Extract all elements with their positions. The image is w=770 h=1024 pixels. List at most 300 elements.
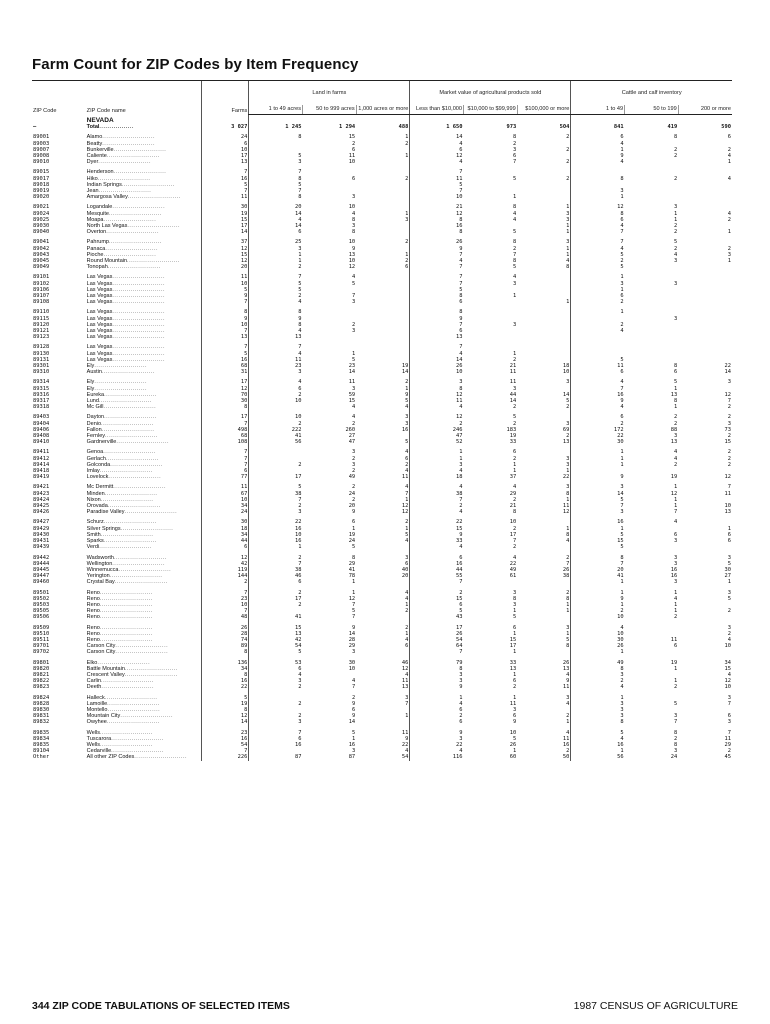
value-cell: 2 bbox=[674, 146, 678, 153]
value-cell: 8 bbox=[571, 211, 625, 217]
zip-code-cell: 89414 bbox=[33, 461, 50, 468]
value-cell: 2 bbox=[410, 713, 464, 719]
value-cell: 4 bbox=[727, 175, 731, 182]
subheader: $100,000 or more bbox=[517, 105, 571, 115]
state-name: NEVADA bbox=[86, 116, 114, 124]
value-cell: 5 bbox=[249, 153, 303, 159]
value-cell: 15 bbox=[724, 439, 731, 446]
value-cell: 7 bbox=[410, 649, 464, 655]
value-cell: 4 bbox=[571, 246, 625, 252]
value-cell: 23 bbox=[348, 363, 356, 370]
value-cell: 3 bbox=[410, 462, 464, 468]
value-cell: 1 bbox=[727, 579, 731, 586]
value-cell: 2 bbox=[566, 175, 570, 182]
value-cell: 119 bbox=[202, 567, 249, 573]
value-cell: 4 bbox=[512, 554, 517, 561]
value-cell: 12 bbox=[410, 392, 464, 398]
value-cell: 7 bbox=[512, 538, 517, 545]
value-cell: 22 bbox=[509, 560, 517, 567]
zip-code-cell: 89501 bbox=[33, 589, 50, 596]
value-cell: 7 bbox=[405, 700, 409, 707]
value-cell: 49 bbox=[571, 660, 625, 666]
value-cell: 15 bbox=[410, 596, 464, 602]
value-cell: 17 bbox=[202, 153, 249, 159]
zip-code-cell: 89042 bbox=[33, 245, 50, 252]
value-cell: 8 bbox=[566, 595, 570, 602]
value-cell: 8 bbox=[249, 194, 303, 200]
value-cell: 1 bbox=[566, 468, 570, 475]
zip-code-cell: 89024 bbox=[33, 210, 50, 217]
value-cell: 88 bbox=[670, 426, 678, 433]
zip-name-cell: Pioche.......................... bbox=[86, 251, 157, 258]
value-cell: 5 bbox=[571, 252, 625, 258]
value-cell: 4 bbox=[249, 351, 303, 357]
value-cell: 13 bbox=[249, 631, 303, 637]
value-cell: 8 bbox=[512, 204, 517, 211]
value-cell: 55 bbox=[410, 573, 464, 579]
value-cell: 4 bbox=[410, 509, 464, 515]
value-cell: 1 bbox=[571, 287, 625, 293]
value-cell: 5 bbox=[351, 608, 356, 615]
zip-name-cell: Las Vegas.......................... bbox=[86, 292, 166, 299]
value-cell: 1 bbox=[727, 159, 731, 166]
value-cell: 16 bbox=[202, 736, 249, 742]
value-cell: 3 bbox=[351, 449, 356, 456]
value-cell: 16 bbox=[249, 538, 303, 544]
value-cell: 5 bbox=[727, 560, 731, 567]
value-cell: 3 bbox=[571, 188, 625, 194]
value-cell: 5 bbox=[249, 182, 303, 188]
value-cell: 16 bbox=[249, 742, 303, 748]
value-cell: 13 bbox=[202, 334, 249, 340]
value-cell: 2 bbox=[727, 146, 731, 153]
value-cell: 12 bbox=[202, 258, 249, 264]
value-cell: 2 bbox=[727, 630, 731, 637]
value-cell: 12 bbox=[571, 204, 625, 210]
value-cell: 26 bbox=[571, 643, 625, 649]
value-cell: 1 bbox=[410, 456, 464, 462]
value-cell: 53 bbox=[249, 660, 303, 666]
value-cell: 6 bbox=[202, 544, 249, 550]
value-cell: 26 bbox=[410, 631, 464, 637]
value-cell: 5 bbox=[410, 608, 464, 614]
value-cell: 2 bbox=[674, 414, 678, 421]
value-cell: 5 bbox=[512, 735, 517, 742]
value-cell: 246 bbox=[410, 427, 464, 433]
zip-name-cell: Winnemucca.......................... bbox=[86, 566, 172, 573]
value-cell: 33 bbox=[509, 439, 517, 446]
value-cell: 2 bbox=[727, 748, 731, 755]
zip-code-cell: 89040 bbox=[33, 229, 50, 236]
value-cell: 2 bbox=[566, 134, 570, 141]
value-cell: 22 bbox=[202, 684, 249, 690]
value-cell: 12 bbox=[410, 211, 464, 217]
value-cell: 10 bbox=[562, 369, 570, 376]
value-cell: 33 bbox=[410, 538, 464, 544]
value-cell: 14 bbox=[571, 491, 625, 497]
value-cell: 10 bbox=[410, 194, 464, 200]
zip-name-cell: Ely.......................... bbox=[86, 379, 148, 386]
value-cell: 7 bbox=[351, 614, 356, 621]
zip-code-cell: 89106 bbox=[33, 286, 50, 293]
value-cell: 2 bbox=[512, 140, 517, 147]
value-cell: 5 bbox=[571, 497, 625, 503]
value-cell: 17 bbox=[509, 531, 517, 538]
value-cell: 3 bbox=[674, 204, 678, 211]
value-cell: 1 bbox=[674, 385, 678, 392]
value-cell: 3 bbox=[566, 379, 570, 386]
zip-code-cell: 89820 bbox=[33, 665, 50, 672]
value-cell: 3 bbox=[674, 560, 678, 567]
zip-name-cell: Elko.......................... bbox=[86, 659, 151, 666]
value-cell: 60 bbox=[509, 754, 517, 761]
value-cell: 1 bbox=[571, 194, 625, 200]
value-cell: 7 bbox=[202, 608, 249, 614]
zip-name-cell: Battle Mountain.......................... bbox=[86, 665, 178, 672]
value-cell: 15 bbox=[348, 398, 356, 405]
zip-name-cell: Owyhee.......................... bbox=[86, 719, 160, 726]
value-cell: 2 bbox=[410, 503, 464, 509]
value-cell: 33 bbox=[509, 659, 517, 666]
value-cell: 26 bbox=[562, 566, 570, 573]
value-cell: 2 bbox=[674, 175, 678, 182]
value-cell: 9 bbox=[351, 700, 356, 707]
value-cell: 2 bbox=[249, 590, 303, 596]
value-cell: 2 bbox=[571, 608, 625, 614]
value-cell: 2 bbox=[351, 420, 356, 427]
value-cell: 3 bbox=[727, 379, 731, 386]
value-cell: 9 bbox=[351, 713, 356, 720]
value-cell: 1 bbox=[405, 630, 409, 637]
zip-name-cell: Yerington.......................... bbox=[86, 573, 163, 580]
value-cell: 74 bbox=[202, 637, 249, 643]
zip-name-cell: Verdi.......................... bbox=[86, 544, 152, 551]
value-cell: 4 bbox=[512, 216, 517, 223]
value-cell: 11 bbox=[724, 735, 731, 742]
zip-name-cell: Orovada.......................... bbox=[86, 503, 161, 510]
value-cell: 29 bbox=[348, 643, 356, 650]
zip-name-cell: North Las Vegas.......................... bbox=[86, 222, 181, 229]
value-cell: 16 bbox=[571, 519, 625, 525]
value-cell: 4 bbox=[351, 678, 356, 685]
value-cell: 5 bbox=[566, 636, 570, 643]
value-cell: 3 bbox=[674, 538, 678, 545]
value-cell: 5 bbox=[351, 544, 356, 551]
value-cell: 5 bbox=[351, 729, 356, 736]
value-cell: 1 bbox=[405, 134, 409, 141]
value-cell: 7 bbox=[202, 462, 249, 468]
zip-code-cell: 89832 bbox=[33, 719, 50, 726]
value-cell: 3 bbox=[351, 461, 356, 468]
value-cell: 3 bbox=[249, 159, 303, 165]
value-cell: 9 bbox=[202, 316, 249, 322]
value-cell: 49 bbox=[509, 566, 517, 573]
value-cell: 4 bbox=[410, 351, 464, 357]
value-cell: 1 bbox=[249, 252, 303, 258]
zip-code-cell: 89041 bbox=[33, 239, 50, 246]
value-cell: 1 bbox=[727, 257, 731, 264]
value-cell: 15 bbox=[348, 134, 356, 141]
value-cell: 8 bbox=[512, 134, 517, 141]
value-cell: 2 bbox=[249, 555, 303, 561]
value-cell: 4 bbox=[410, 141, 464, 147]
value-cell: 6 bbox=[405, 264, 409, 271]
zip-code-cell: 89015 bbox=[33, 169, 50, 176]
value-cell: 5 bbox=[249, 281, 303, 287]
value-cell: 5 bbox=[566, 398, 570, 405]
value-cell: 4 bbox=[727, 152, 731, 159]
zip-code-cell: 89412 bbox=[33, 455, 50, 462]
value-cell: 8 bbox=[410, 386, 464, 392]
value-cell: 18 bbox=[562, 363, 570, 370]
value-cell: 26 bbox=[410, 239, 464, 245]
farm-count-table-wrap bbox=[32, 80, 732, 761]
zip-code-cell: 89404 bbox=[33, 420, 50, 427]
value-cell: 1 bbox=[674, 404, 678, 411]
zip-name-cell: Ely.......................... bbox=[86, 363, 148, 370]
zip-name-cell: Fallon.......................... bbox=[86, 426, 155, 433]
value-cell: 6 bbox=[405, 643, 409, 650]
value-cell: 3 bbox=[410, 672, 464, 678]
value-cell: 4 bbox=[512, 484, 517, 491]
value-cell: 3 bbox=[566, 455, 570, 462]
value-cell: 69 bbox=[562, 426, 570, 433]
value-cell: 37 bbox=[202, 239, 249, 245]
value-cell: 10 bbox=[348, 257, 356, 264]
total-cell: 419 bbox=[667, 124, 678, 131]
value-cell: 6 bbox=[249, 666, 303, 672]
zip-name-cell: Reno.......................... bbox=[86, 589, 153, 596]
value-cell: 12 bbox=[724, 391, 731, 398]
zip-name-cell: Tuscarora.......................... bbox=[86, 735, 164, 742]
value-cell: 10 bbox=[509, 519, 517, 526]
value-cell: 4 bbox=[727, 210, 731, 217]
subheader: $10,000 to $99,999 bbox=[464, 105, 518, 115]
value-cell: 4 bbox=[674, 595, 678, 602]
value-cell: 172 bbox=[571, 427, 625, 433]
value-cell: 108 bbox=[202, 439, 249, 445]
value-cell: 2 bbox=[727, 608, 731, 615]
value-cell: 1 bbox=[351, 735, 356, 742]
value-cell: 10 bbox=[724, 643, 731, 650]
total-cell: 1 294 bbox=[338, 124, 356, 131]
zip-name-cell: Indian Springs.......................... bbox=[86, 181, 175, 188]
value-cell: 15 bbox=[571, 538, 625, 544]
zip-name-cell: Wadsworth.......................... bbox=[86, 554, 167, 561]
zip-code-cell: 89316 bbox=[33, 391, 50, 398]
zip-name-cell: Reno.......................... bbox=[86, 630, 153, 637]
value-cell: 2 bbox=[512, 496, 517, 503]
value-cell: 7 bbox=[410, 169, 464, 175]
zip-name-cell: Mc Gill.......................... bbox=[86, 404, 157, 411]
value-cell: 2 bbox=[674, 461, 678, 468]
value-cell: 22 bbox=[562, 474, 570, 481]
value-cell: 3 bbox=[410, 736, 464, 742]
value-cell: 2 bbox=[512, 404, 517, 411]
value-cell: 24 bbox=[348, 490, 356, 497]
value-cell: 41 bbox=[249, 614, 303, 620]
value-cell: 54 bbox=[249, 643, 303, 649]
value-cell: 1 bbox=[571, 462, 625, 468]
zip-name-cell: Wellington.......................... bbox=[86, 560, 165, 567]
value-cell: 30 bbox=[571, 439, 625, 445]
value-cell: 2 bbox=[512, 684, 517, 691]
value-cell: 2 bbox=[351, 140, 356, 147]
value-cell: 29 bbox=[509, 490, 517, 497]
value-cell: 10 bbox=[202, 147, 249, 153]
value-cell: 46 bbox=[401, 659, 409, 666]
value-cell: 9 bbox=[571, 398, 625, 404]
value-cell: 5 bbox=[674, 700, 678, 707]
value-cell: 13 bbox=[562, 439, 570, 446]
value-cell: 116 bbox=[410, 754, 464, 760]
zip-name-cell: Sparks.......................... bbox=[86, 538, 157, 545]
value-cell: 8 bbox=[674, 134, 678, 141]
zip-code-cell: 89411 bbox=[33, 449, 50, 456]
value-cell: 4 bbox=[405, 538, 409, 545]
value-cell: 9 bbox=[410, 684, 464, 690]
value-cell: 1 bbox=[571, 602, 625, 608]
value-cell: 8 bbox=[410, 217, 464, 223]
value-cell: 3 bbox=[410, 678, 464, 684]
value-cell: 5 bbox=[571, 544, 625, 550]
zip-code-cell: 89403 bbox=[33, 414, 50, 421]
value-cell: 15 bbox=[724, 665, 731, 672]
value-cell: 4 bbox=[405, 589, 409, 596]
value-cell: 3 bbox=[566, 210, 570, 217]
value-cell: 45 bbox=[724, 754, 731, 761]
value-cell: 7 bbox=[727, 484, 731, 491]
value-cell: 2 bbox=[566, 713, 570, 720]
value-cell: 7 bbox=[249, 497, 303, 503]
zip-code-cell: 89503 bbox=[33, 601, 50, 608]
value-cell: 8 bbox=[566, 531, 570, 538]
zip-name-cell: Las Vegas.......................... bbox=[86, 328, 166, 334]
value-cell: 7 bbox=[405, 490, 409, 497]
value-cell: 8 bbox=[512, 257, 517, 264]
value-cell: 1 bbox=[674, 484, 678, 491]
value-cell: 1 bbox=[571, 590, 625, 596]
value-cell: 1 bbox=[674, 601, 678, 608]
value-cell: 8 bbox=[410, 666, 464, 672]
value-cell: 38 bbox=[562, 573, 570, 580]
value-cell: 4 bbox=[249, 217, 303, 223]
value-cell: 1 bbox=[674, 608, 678, 615]
value-cell: 4 bbox=[405, 404, 409, 411]
value-cell: 5 bbox=[674, 379, 678, 386]
value-cell: 1 bbox=[566, 719, 570, 726]
value-cell: 7 bbox=[249, 730, 303, 736]
value-cell: 2 bbox=[405, 257, 409, 264]
zip-code-cell: 89101 bbox=[33, 274, 50, 281]
zip-code-cell: 89429 bbox=[33, 525, 50, 532]
value-cell: 4 bbox=[571, 736, 625, 742]
zip-name-cell: Las Vegas.......................... bbox=[86, 356, 166, 363]
zip-name-cell: Paradise Valley.......................... bbox=[86, 509, 178, 516]
value-cell: 3 bbox=[512, 601, 517, 608]
value-cell: 11 bbox=[509, 700, 517, 707]
zip-code-cell: Other bbox=[33, 754, 50, 761]
value-cell: 5 bbox=[202, 695, 249, 701]
value-cell: 5 bbox=[249, 484, 303, 490]
value-cell: 61 bbox=[509, 573, 517, 580]
zip-name-cell: Crescent Valley.......................... bbox=[86, 671, 178, 678]
value-cell: 7 bbox=[571, 386, 625, 392]
value-cell: 3 bbox=[674, 554, 678, 561]
value-cell: 23 bbox=[202, 596, 249, 602]
value-cell: 16 bbox=[202, 357, 249, 363]
zip-name-cell: Denio.......................... bbox=[86, 420, 154, 427]
zip-name-cell: Mesquite.......................... bbox=[86, 210, 162, 217]
value-cell: 3 bbox=[571, 672, 625, 678]
value-cell: 77 bbox=[202, 474, 249, 480]
value-cell: 50 bbox=[562, 754, 570, 761]
value-cell: 5 bbox=[202, 182, 249, 188]
zip-code-cell: 89830 bbox=[33, 706, 50, 713]
value-cell: 10 bbox=[724, 503, 731, 510]
zip-code-cell: 89406 bbox=[33, 426, 50, 433]
value-cell: 1 bbox=[512, 608, 517, 615]
value-cell: 4 bbox=[410, 258, 464, 264]
value-cell: 3 bbox=[674, 748, 678, 755]
value-cell: 4 bbox=[351, 274, 356, 281]
value-cell: 16 bbox=[571, 742, 625, 748]
zip-name-cell: Beatty.......................... bbox=[86, 140, 155, 147]
zip-code-cell: 89130 bbox=[33, 350, 50, 357]
value-cell: 14 bbox=[410, 134, 464, 140]
value-cell: 12 bbox=[410, 153, 464, 159]
value-cell: 14 bbox=[249, 211, 303, 217]
value-cell: 4 bbox=[674, 449, 678, 456]
value-cell: 23 bbox=[202, 730, 249, 736]
zip-code-cell: 89701 bbox=[33, 643, 50, 650]
value-cell: 28 bbox=[202, 631, 249, 637]
value-cell: 19 bbox=[348, 531, 356, 538]
value-cell: 7 bbox=[571, 239, 625, 245]
value-cell: 12 bbox=[202, 246, 249, 252]
value-cell: 4 bbox=[512, 210, 517, 217]
value-cell: 2 bbox=[674, 684, 678, 691]
value-cell: 8 bbox=[202, 672, 249, 678]
value-cell: 2 bbox=[727, 404, 731, 411]
value-cell: 4 bbox=[351, 414, 356, 421]
value-cell: 56 bbox=[571, 754, 625, 760]
value-cell: 7 bbox=[410, 497, 464, 503]
value-cell: 47 bbox=[410, 433, 464, 439]
value-cell: 15 bbox=[509, 636, 517, 643]
zip-code-cell: 89010 bbox=[33, 159, 50, 166]
value-cell: 1 bbox=[571, 748, 625, 754]
value-cell: 3 bbox=[512, 385, 517, 392]
value-cell: 44 bbox=[202, 538, 249, 544]
value-cell: 2 bbox=[512, 245, 517, 252]
value-cell: 15 bbox=[202, 217, 249, 223]
value-cell: 2 bbox=[571, 678, 625, 684]
zip-code-cell: 89107 bbox=[33, 292, 50, 299]
value-cell: 7 bbox=[202, 169, 249, 175]
value-cell: 2 bbox=[727, 449, 731, 456]
zip-name-cell: Imlay.......................... bbox=[86, 468, 153, 475]
value-cell: 19 bbox=[202, 701, 249, 707]
value-cell: 4 bbox=[410, 468, 464, 474]
value-cell: 38 bbox=[249, 567, 303, 573]
value-cell: 2 bbox=[512, 525, 517, 532]
value-cell: 3 bbox=[727, 251, 731, 258]
value-cell: 2 bbox=[512, 356, 517, 363]
value-cell: 10 bbox=[202, 602, 249, 608]
value-cell: 3 bbox=[405, 420, 409, 427]
value-cell: 1 bbox=[405, 713, 409, 720]
